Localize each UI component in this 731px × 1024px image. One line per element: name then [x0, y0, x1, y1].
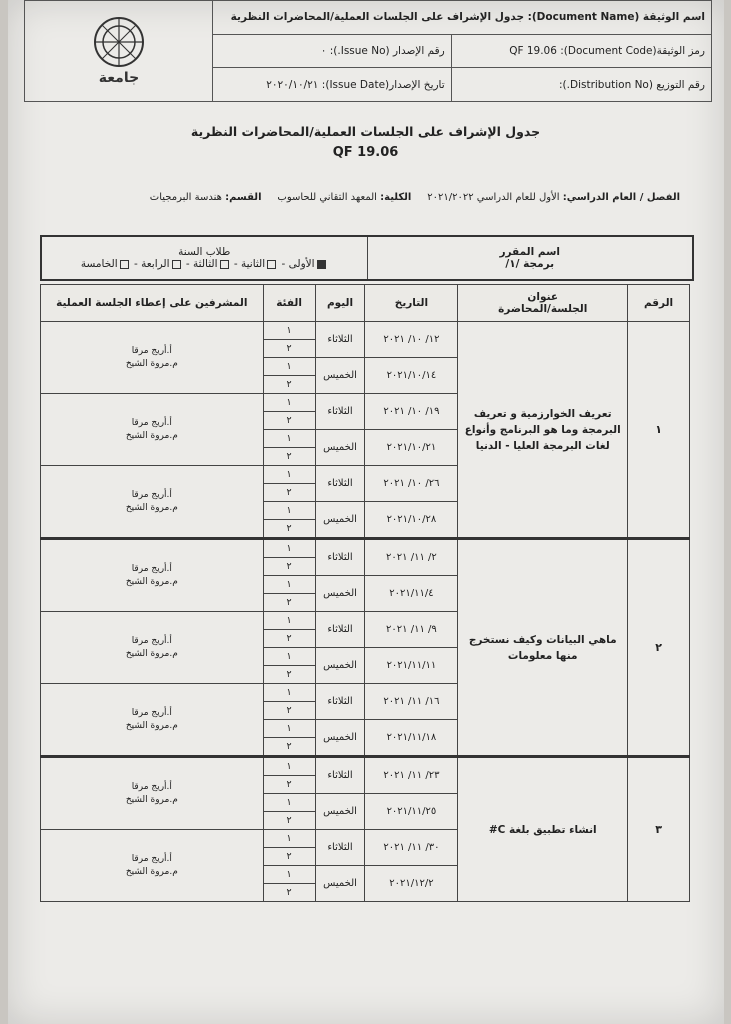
topic-title: تعريف الخوارزمية و تعريف البرمجة وما هو البرنامج وأنواع لغات البرمجة العليا - الدنيا [458, 322, 628, 539]
issue-date: تاريخ الإصدار(Issue Date): ٢٠٢٠/١٠/٢١ [213, 68, 452, 102]
student-year-label: طلاب السنة [178, 246, 231, 258]
class-group: ١ [263, 539, 315, 558]
session-day: الخميس [315, 430, 365, 466]
class-group: ٢ [263, 848, 315, 866]
supervisor-name: أ.أريج مرقا [131, 781, 172, 792]
class-group: ٢ [263, 484, 315, 502]
session-date: ٢٠٢١/١٠/٢٨ [365, 502, 458, 539]
session-day: الثلاثاء [315, 757, 365, 794]
col-title-line1: عنوان [527, 291, 559, 303]
course-name-cell [367, 236, 693, 280]
session-date: ١٩/ ١٠/ ٢٠٢١ [365, 394, 458, 430]
supervisor-name: م.مروة الشيخ [125, 866, 178, 877]
class-group: ١ [263, 794, 315, 812]
year-checkbox[interactable] [267, 260, 276, 269]
schedule-table [40, 284, 690, 902]
supervisors-cell [41, 539, 264, 612]
session-date: ٢٠٢١/١٢/٢ [365, 866, 458, 902]
table-row [41, 539, 690, 558]
year-option-label: الخامسة [80, 258, 118, 270]
year-options: الأولى - الثانية - الثالثة - الرابعة - الخامسة [43, 258, 366, 270]
class-group: ١ [263, 612, 315, 630]
document-header [24, 0, 712, 102]
class-group: ٢ [263, 340, 315, 358]
topic-title: انشاء تطبيق بلغة C# [458, 757, 628, 902]
year-option-label: الثالثة [193, 258, 218, 270]
class-group: ١ [263, 576, 315, 594]
supervisor-name: م.مروة الشيخ [125, 720, 178, 731]
session-date: ٢٠٢١/١١/٤ [365, 576, 458, 612]
year-option-label: الأولى [288, 258, 315, 270]
meta-line [40, 192, 680, 203]
supervisor-name: م.مروة الشيخ [125, 502, 178, 513]
year-checkbox[interactable] [172, 260, 181, 269]
course-name-value: برمجة /١/ [505, 258, 555, 270]
supervisors-cell [41, 394, 264, 466]
session-day: الخميس [315, 866, 365, 902]
supervisor-name: أ.أريج مرقا [131, 417, 172, 428]
class-group: ٢ [263, 702, 315, 720]
title-line-1: جدول الإشراف على الجلسات العملية/المحاضرات النظرية [190, 124, 541, 139]
class-group: ٢ [263, 630, 315, 648]
supervisor-name: م.مروة الشيخ [125, 648, 178, 659]
supervisors-cell [41, 757, 264, 830]
semester-label: الفصل / العام الدراسي: [562, 192, 680, 203]
class-group: ١ [263, 830, 315, 848]
col-day: اليوم [315, 285, 365, 322]
session-date: ٢٠٢١/١٠/٢١ [365, 430, 458, 466]
supervisor-name: أ.أريج مرقا [131, 345, 172, 356]
student-year-cell [41, 236, 367, 280]
session-date: ٩/ ١١/ ٢٠٢١ [365, 612, 458, 648]
col-class: الفئة [263, 285, 315, 322]
class-group: ٢ [263, 594, 315, 612]
col-title-line2: الجلسة/المحاضرة [498, 303, 588, 315]
class-group: ٢ [263, 884, 315, 902]
session-day: الخميس [315, 576, 365, 612]
doc-name: اسم الوثيقة (Document Name): جدول الإشراف على الجلسات العملية/المحاضرات النظرية [213, 1, 712, 35]
session-date: ٢٦/ ١٠/ ٢٠٢١ [365, 466, 458, 502]
document-title [0, 124, 731, 160]
course-name-label: اسم المقرر [499, 246, 561, 258]
session-day: الخميس [315, 794, 365, 830]
class-group: ٢ [263, 812, 315, 830]
class-group: ١ [263, 684, 315, 702]
class-group: ٢ [263, 738, 315, 757]
col-title [458, 285, 628, 322]
class-group: ١ [263, 466, 315, 484]
supervisors-cell [41, 466, 264, 539]
col-supervisors: المشرفين على إعطاء الجلسة العملية [41, 285, 264, 322]
logo-cell [25, 1, 213, 102]
class-group: ١ [263, 757, 315, 776]
col-num: الرقم [628, 285, 690, 322]
college-label: الكلية: [380, 192, 412, 203]
session-date: ١٢/ ١٠/ ٢٠٢١ [365, 322, 458, 358]
semester-value: الأول للعام الدراسي ٢٠٢١/٢٠٢٢ [427, 192, 560, 203]
title-line-2: QF 19.06 [332, 145, 399, 160]
supervisors-cell [41, 830, 264, 902]
year-option-label: الرابعة [141, 258, 170, 270]
year-checkbox[interactable] [317, 260, 326, 269]
year-checkbox[interactable] [120, 260, 129, 269]
session-date: ٢٠٢١/١٠/١٤ [365, 358, 458, 394]
session-day: الخميس [315, 502, 365, 539]
university-logo-icon [74, 10, 164, 90]
topic-number: ١ [628, 322, 690, 539]
class-group: ٢ [263, 776, 315, 794]
topic-title: ماهي البيانات وكيف نستخرج منها معلومات [458, 539, 628, 757]
supervisors-cell [41, 612, 264, 684]
supervisor-name: أ.أريج مرقا [131, 707, 172, 718]
supervisors-cell [41, 322, 264, 394]
supervisor-name: أ.أريج مرقا [131, 489, 172, 500]
doc-code: رمز الوثيقة(Document Code): QF 19.06 [451, 34, 711, 68]
course-info [40, 235, 694, 281]
session-day: الثلاثاء [315, 394, 365, 430]
supervisors-cell [41, 684, 264, 757]
table-row [41, 322, 690, 340]
session-day: الخميس [315, 358, 365, 394]
topic-number: ٣ [628, 757, 690, 902]
college-value: المعهد التقاني للحاسوب [277, 192, 377, 203]
session-day: الخميس [315, 648, 365, 684]
session-date: ٢٠٢١/١١/١١ [365, 648, 458, 684]
class-group: ١ [263, 322, 315, 340]
logo-text: جامعة [98, 69, 139, 86]
class-group: ١ [263, 394, 315, 412]
class-group: ٢ [263, 666, 315, 684]
col-date: التاريخ [365, 285, 458, 322]
class-group: ١ [263, 720, 315, 738]
class-group: ٢ [263, 448, 315, 466]
year-option-label: الثانية [240, 258, 266, 270]
topic-number: ٢ [628, 539, 690, 757]
class-group: ١ [263, 358, 315, 376]
supervisor-name: م.مروة الشيخ [125, 794, 178, 805]
session-date: ٢٠٢١/١١/١٨ [365, 720, 458, 757]
session-date: ٣٠/ ١١/ ٢٠٢١ [365, 830, 458, 866]
year-checkbox[interactable] [220, 260, 229, 269]
supervisor-name: م.مروة الشيخ [125, 430, 178, 441]
session-date: ٢٠٢١/١١/٢٥ [365, 794, 458, 830]
supervisor-name: أ.أريج مرقا [131, 853, 172, 864]
session-date: ٢/ ١١/ ٢٠٢١ [365, 539, 458, 576]
supervisor-name: أ.أريج مرقا [131, 563, 172, 574]
class-group: ٢ [263, 412, 315, 430]
distribution-no: رقم التوزيع (Distribution No.): [451, 68, 711, 102]
session-day: الثلاثاء [315, 612, 365, 648]
session-day: الثلاثاء [315, 322, 365, 358]
class-group: ١ [263, 648, 315, 666]
class-group: ١ [263, 866, 315, 884]
session-day: الثلاثاء [315, 539, 365, 576]
supervisor-name: أ.أريج مرقا [131, 635, 172, 646]
table-row [41, 757, 690, 776]
session-date: ١٦/ ١١/ ٢٠٢١ [365, 684, 458, 720]
session-day: الثلاثاء [315, 466, 365, 502]
class-group: ١ [263, 430, 315, 448]
supervisor-name: م.مروة الشيخ [125, 358, 178, 369]
session-day: الخميس [315, 720, 365, 757]
dept-label: القسم: [225, 192, 262, 203]
class-group: ٢ [263, 558, 315, 576]
session-date: ٢٣/ ١١/ ٢٠٢١ [365, 757, 458, 794]
class-group: ٢ [263, 520, 315, 539]
class-group: ١ [263, 502, 315, 520]
supervisor-name: م.مروة الشيخ [125, 576, 178, 587]
dept-value: هندسة البرمجيات [149, 192, 222, 203]
session-day: الثلاثاء [315, 684, 365, 720]
class-group: ٢ [263, 376, 315, 394]
issue-no: رقم الإصدار (Issue No.): ٠ [213, 34, 452, 68]
session-day: الثلاثاء [315, 830, 365, 866]
